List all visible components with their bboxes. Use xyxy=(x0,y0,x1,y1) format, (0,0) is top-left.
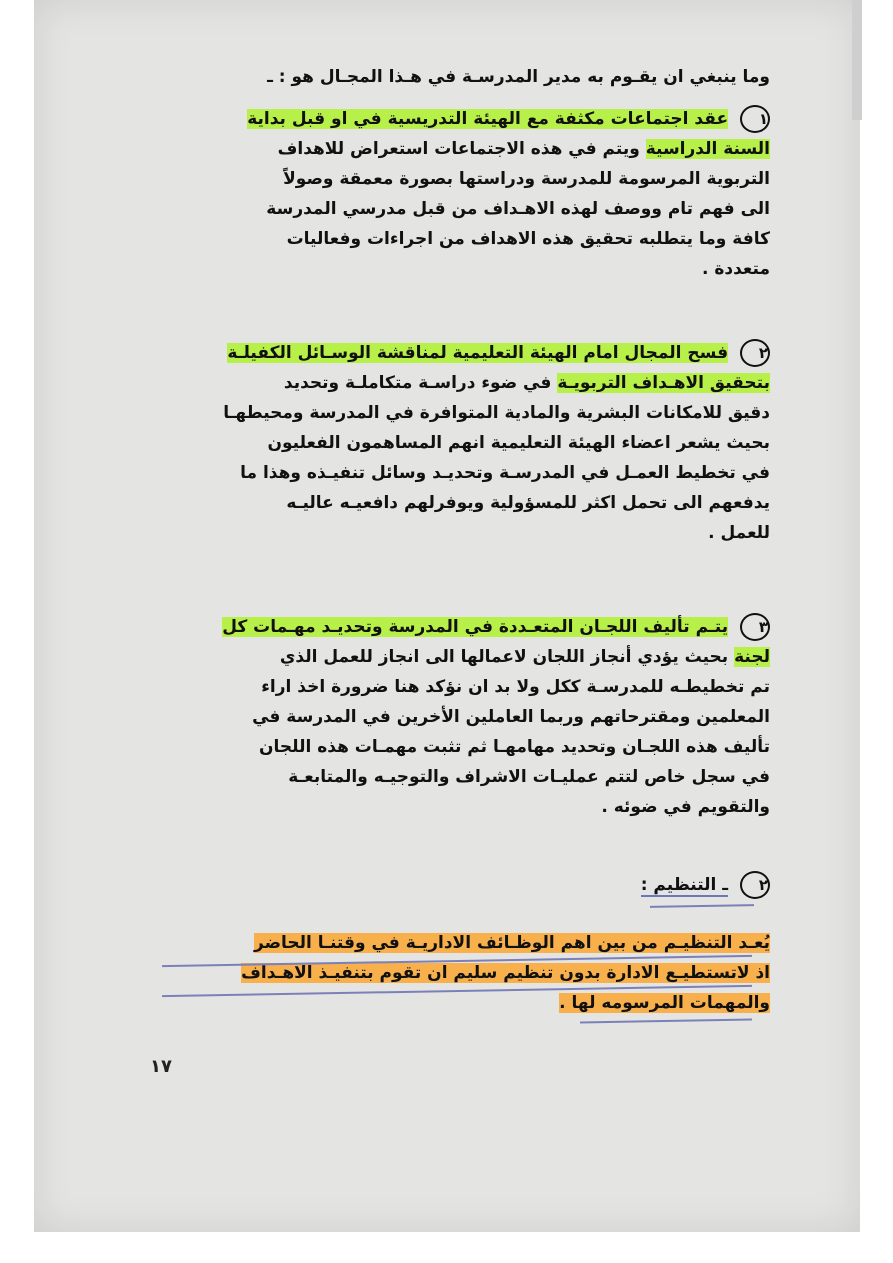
item-1-line-2 xyxy=(150,134,770,164)
body-line: الى فهم تام ووصف لهذه الاهـداف من قبل مدرسي المدرسة xyxy=(266,199,770,219)
body-line: كافة وما يتطلبه تحقيق هذه الاهداف من اجراءات وفعاليات xyxy=(286,229,770,249)
body-text: ويتم في هذه الاجتماعات استعراض للاهداف xyxy=(277,139,640,159)
heading-number-circle: ٢ xyxy=(740,871,770,899)
item-number-circle: ١ xyxy=(740,105,770,133)
heading-line xyxy=(150,870,770,900)
body-line: تأليف هذه اللجـان وتحديد مهامهـا ثم تثبت مهمـات هذه اللجان xyxy=(259,737,770,757)
item-number-circle: ٢ xyxy=(740,339,770,367)
page-edge xyxy=(852,0,862,120)
item-2-line-1 xyxy=(150,338,770,368)
highlighted-text: يُعـد التنظيـم من بين اهم الوظـائف الاداريـة في وقتنـا الحاضر xyxy=(254,933,770,953)
body-line: للعمل . xyxy=(708,523,770,543)
highlighted-text: فسح المجال امام الهيئة التعليمية لمناقشة الوسـائل الكفيلـة xyxy=(227,343,729,363)
list-item-3 xyxy=(150,612,770,822)
body-line: التربوية المرسومة للمدرسة ودراستها بصورة معمقة وصولاً xyxy=(283,169,770,189)
item-1-line-1 xyxy=(150,104,770,134)
heading-title: ـ التنظيم : xyxy=(640,875,729,895)
item-2-line-2 xyxy=(150,368,770,398)
highlighted-text: عقد اجتماعات مكثفة مع الهيئة التدريسية في او قبل بداية xyxy=(247,109,729,129)
page-number: ١٧ xyxy=(150,1056,172,1077)
highlighted-text: لجنة xyxy=(734,647,770,667)
body-line: والتقويم في ضوئه . xyxy=(601,797,770,817)
section-heading xyxy=(150,870,770,900)
highlighted-text: السنة الدراسية xyxy=(645,139,770,159)
item-number-circle: ٣ xyxy=(740,613,770,641)
body-line: تم تخطيطـه للمدرسـة ككل ولا بد ان نؤكد هنا ضرورة اخذ اراء xyxy=(261,677,770,697)
body-line: متعددة . xyxy=(701,259,770,279)
highlighted-text: والمهمات المرسومه لها . xyxy=(559,993,770,1013)
list-item-1 xyxy=(150,104,770,284)
highlighted-text: بتحقيق الاهـداف التربويـة xyxy=(557,373,770,393)
body-line: المعلمين ومقترحاتهم وربما العاملين الأخرين في المدرسة في xyxy=(252,707,770,727)
para-line xyxy=(150,988,770,1018)
intro-text xyxy=(150,62,770,92)
body-line: بحيث يشعر اعضاء الهيئة التعليمية انهم المساهمون الفعليون xyxy=(267,433,770,453)
body-line: دقيق للامكانات البشرية والمادية المتوافرة في المدرسة ومحيطهـا xyxy=(223,403,770,423)
intro-line: وما ينبغي ان يقـوم به مدير المدرسـة في هـذا المجـال هو : ـ xyxy=(267,67,770,87)
para-line xyxy=(150,958,770,988)
item-3-line-1 xyxy=(150,612,770,642)
list-item-2 xyxy=(150,338,770,548)
body-line: في سجل خاص لتتم عمليـات الاشراف والتوجيـه والمتابعـة xyxy=(288,767,770,787)
organization-paragraph xyxy=(150,928,770,1018)
body-line: يدفعهم الى تحمل اكثر للمسؤولية ويوفرلهم دافعيـه عاليـه xyxy=(286,493,770,513)
body-line: في تخطيط العمـل في المدرسـة وتحديـد وسائل تنفيـذه وهذا ما xyxy=(240,463,770,483)
item-3-line-2 xyxy=(150,642,770,672)
para-line xyxy=(150,928,770,958)
body-text: في ضوء دراسـة متكاملـة وتحديد xyxy=(283,373,552,393)
highlighted-text: اذ لاتستطيـع الادارة بدون تنظيم سليم ان تقوم بتنفيـذ الاهـداف xyxy=(241,963,770,983)
highlighted-text: يتـم تأليف اللجـان المتعـددة في المدرسة وتحديـد مهـمات كل xyxy=(222,617,729,637)
body-text: بحيث يؤدي أنجاز اللجان لاعمالها الى انجاز للعمل الذي xyxy=(279,647,729,667)
